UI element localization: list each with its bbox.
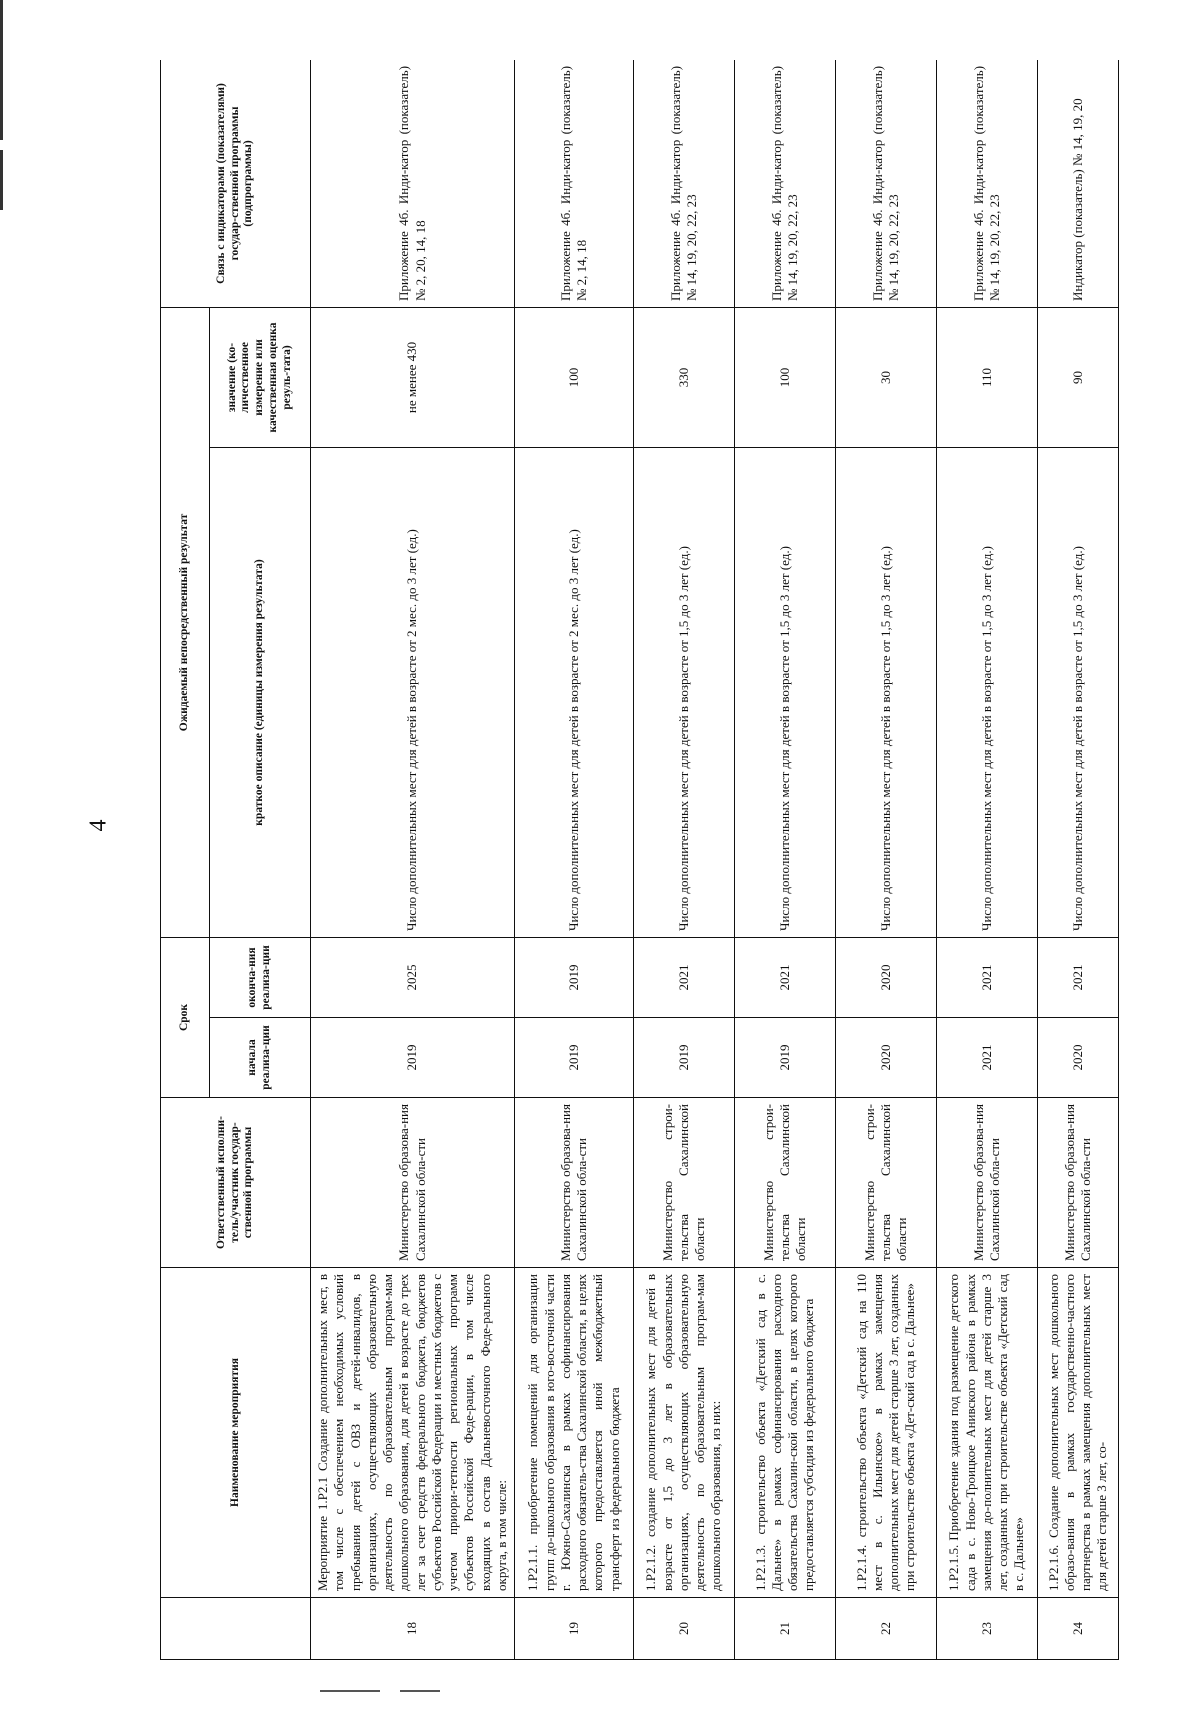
table-container bbox=[160, 60, 1200, 1660]
row-start: 2020 bbox=[1038, 1018, 1119, 1098]
header-term: Срок bbox=[161, 937, 210, 1097]
table-row bbox=[1038, 60, 1119, 1660]
row-end: 2021 bbox=[1038, 937, 1119, 1017]
scan-artifact bbox=[400, 1690, 440, 1692]
row-executor: Министерство образова-ния Сахалинской обла-сти bbox=[1038, 1098, 1119, 1268]
row-link: Приложение 4б. Инди-катор (показатель) № 14, 19, 20, 22, 23 bbox=[735, 60, 836, 307]
row-link: Индикатор (показатель) № 14, 19, 20 bbox=[1038, 60, 1119, 307]
table-row bbox=[836, 60, 937, 1660]
row-name: 1.Р2.1.5. Приобретение здания под размещение детского сада в с. Ново-Троицкое Анивского района в рамках замещения до-полнительных мест для детей старше 3 лет, созданных при строительстве объекта «Детский сад в с. Дальнее» bbox=[937, 1268, 1038, 1598]
row-executor: Министерство образова-ния Сахалинской обла-сти bbox=[937, 1098, 1038, 1268]
scan-artifact bbox=[320, 1690, 380, 1692]
row-executor: Министерство образова-ния Сахалинской обла-сти bbox=[311, 1098, 515, 1268]
table-row bbox=[311, 60, 515, 1660]
row-executor: Министерство образова-ния Сахалинской обла-сти bbox=[515, 1098, 634, 1268]
row-start: 2019 bbox=[634, 1018, 735, 1098]
row-link: Приложение 4б. Инди-катор (показатель) № 2, 20, 14, 18 bbox=[311, 60, 515, 307]
program-table bbox=[160, 60, 1119, 1660]
row-end: 2025 bbox=[311, 937, 515, 1017]
header-row-1 bbox=[161, 60, 210, 1660]
rotated-table bbox=[160, 60, 1200, 1660]
row-name: 1.Р2.1.2. создание дополнительных мест для детей в возрасте от 1,5 до 3 лет в образовательных организациях, осуществляющих образовательную деятельность по образовательным програм-мам дошкольного образования, из них: bbox=[634, 1268, 735, 1598]
row-result-desc: Число дополнительных мест для детей в возрасте от 2 мес. до 3 лет (ед.) bbox=[311, 447, 515, 937]
row-executor: Министерство строи-тельства Сахалинской области bbox=[634, 1098, 735, 1268]
row-num: 20 bbox=[634, 1598, 735, 1660]
row-end: 2019 bbox=[515, 937, 634, 1017]
header-num bbox=[161, 1598, 311, 1660]
header-name: Наименование мероприятия bbox=[161, 1268, 311, 1598]
row-result-value: 330 bbox=[634, 307, 735, 447]
row-name: Мероприятие 1.Р2.1 Создание дополнительных мест, в том числе с обеспечением необходимых условий пребывания детей с ОВЗ и детей-инвалидов, в организациях, осуществляющих образовательную деятельность по образовательным програм-мам дошкольного образования, для детей в возрасте до трех лет за счет средств федерального бюджета, бюджетов субъектов Российской Федерации и местных бюджетов с учетом приори-тетности региональных программ субъектов Российской Феде-рации, в том числе входящих в состав Дальневосточного Феде-рального округа, в том числе: bbox=[311, 1268, 515, 1598]
row-num: 24 bbox=[1038, 1598, 1119, 1660]
row-result-desc: Число дополнительных мест для детей в возрасте от 1,5 до 3 лет (ед.) bbox=[836, 447, 937, 937]
page-number: 4 bbox=[85, 819, 112, 832]
row-result-desc: Число дополнительных мест для детей в возрасте от 1,5 до 3 лет (ед.) bbox=[735, 447, 836, 937]
row-executor: Министерство строи-тельства Сахалинской области bbox=[735, 1098, 836, 1268]
header-term-start: начала реализа-ции bbox=[210, 1018, 311, 1098]
table-row bbox=[735, 60, 836, 1660]
header-result-value: значение (ко-личественное измерение или качественная оценка резуль-тата) bbox=[210, 307, 311, 447]
row-start: 2020 bbox=[836, 1018, 937, 1098]
header-link: Связь с индикаторами (показателями) государ-ственной программы (подпрограммы) bbox=[161, 60, 311, 307]
row-end: 2020 bbox=[836, 937, 937, 1017]
header-term-end: оконча-ния реализа-ции bbox=[210, 937, 311, 1017]
row-link: Приложение 4б. Инди-катор (показатель) № 14, 19, 20, 22, 23 bbox=[634, 60, 735, 307]
row-link: Приложение 4б. Инди-катор (показатель) № 2, 14, 18 bbox=[515, 60, 634, 307]
row-result-desc: Число дополнительных мест для детей в возрасте от 1,5 до 3 лет (ед.) bbox=[937, 447, 1038, 937]
row-executor: Министерство строи-тельства Сахалинской области bbox=[836, 1098, 937, 1268]
row-start: 2019 bbox=[311, 1018, 515, 1098]
row-link: Приложение 4б. Инди-катор (показатель) № 14, 19, 20, 22, 23 bbox=[937, 60, 1038, 307]
header-result-desc: краткое описание (единицы измерения результата) bbox=[210, 447, 311, 937]
header-executor: Ответственный исполни-тель/участник государ-ственной программы bbox=[161, 1098, 311, 1268]
row-result-desc: Число дополнительных мест для детей в возрасте от 1,5 до 3 лет (ед.) bbox=[1038, 447, 1119, 937]
row-num: 23 bbox=[937, 1598, 1038, 1660]
row-name: 1.Р2.1.3. строительство объекта «Детский сад в с. Дальнее» в рамках софинансирования расходного обязательства Сахалин-ской области, в целях которого предоставляется субсидия из федерального бюджета bbox=[735, 1268, 836, 1598]
row-end: 2021 bbox=[937, 937, 1038, 1017]
table-row bbox=[515, 60, 634, 1660]
row-result-value: 100 bbox=[735, 307, 836, 447]
row-result-value: 100 bbox=[515, 307, 634, 447]
row-result-desc: Число дополнительных мест для детей в возрасте от 2 мес. до 3 лет (ед.) bbox=[515, 447, 634, 937]
row-num: 19 bbox=[515, 1598, 634, 1660]
row-result-value: 90 bbox=[1038, 307, 1119, 447]
row-start: 2019 bbox=[735, 1018, 836, 1098]
row-result-value: 30 bbox=[836, 307, 937, 447]
row-result-desc: Число дополнительных мест для детей в возрасте от 1,5 до 3 лет (ед.) bbox=[634, 447, 735, 937]
row-end: 2021 bbox=[634, 937, 735, 1017]
row-start: 2021 bbox=[937, 1018, 1038, 1098]
row-result-value: 110 bbox=[937, 307, 1038, 447]
row-name: 1.Р2.1.4. строительство объекта «Детский сад на 110 мест в с. Ильинское» в рамках замещения дополнительных мест для детей старше 3 лет, созданных при строительстве объекта «Дет-ский сад в с. Дальнее» bbox=[836, 1268, 937, 1598]
row-num: 22 bbox=[836, 1598, 937, 1660]
row-end: 2021 bbox=[735, 937, 836, 1017]
table-row bbox=[937, 60, 1038, 1660]
row-num: 18 bbox=[311, 1598, 515, 1660]
scan-margin-mark bbox=[0, 150, 3, 210]
row-result-value: не менее 430 bbox=[311, 307, 515, 447]
row-link: Приложение 4б. Инди-катор (показатель) № 14, 19, 20, 22, 23 bbox=[836, 60, 937, 307]
row-start: 2019 bbox=[515, 1018, 634, 1098]
header-result: Ожидаемый непосредственный результат bbox=[161, 307, 210, 937]
scan-margin-mark bbox=[0, 0, 3, 140]
table-row bbox=[634, 60, 735, 1660]
row-num: 21 bbox=[735, 1598, 836, 1660]
row-name: 1.Р2.1.6. Создание дополнительных мест дошкольного образо-вания в рамках государственно-частного партнерства в рамках замещения дополнительных мест для детей старше 3 лет, со- bbox=[1038, 1268, 1119, 1598]
row-name: 1.Р2.1.1. приобретение помещений для организации групп до-школьного образования в юго-восточной части г. Южно-Сахалинска в рамках софинансирования расходного обязатель-ства Сахалинской области, в целях которого предоставляется иной межбюджетный трансферт из федерального бюджета bbox=[515, 1268, 634, 1598]
